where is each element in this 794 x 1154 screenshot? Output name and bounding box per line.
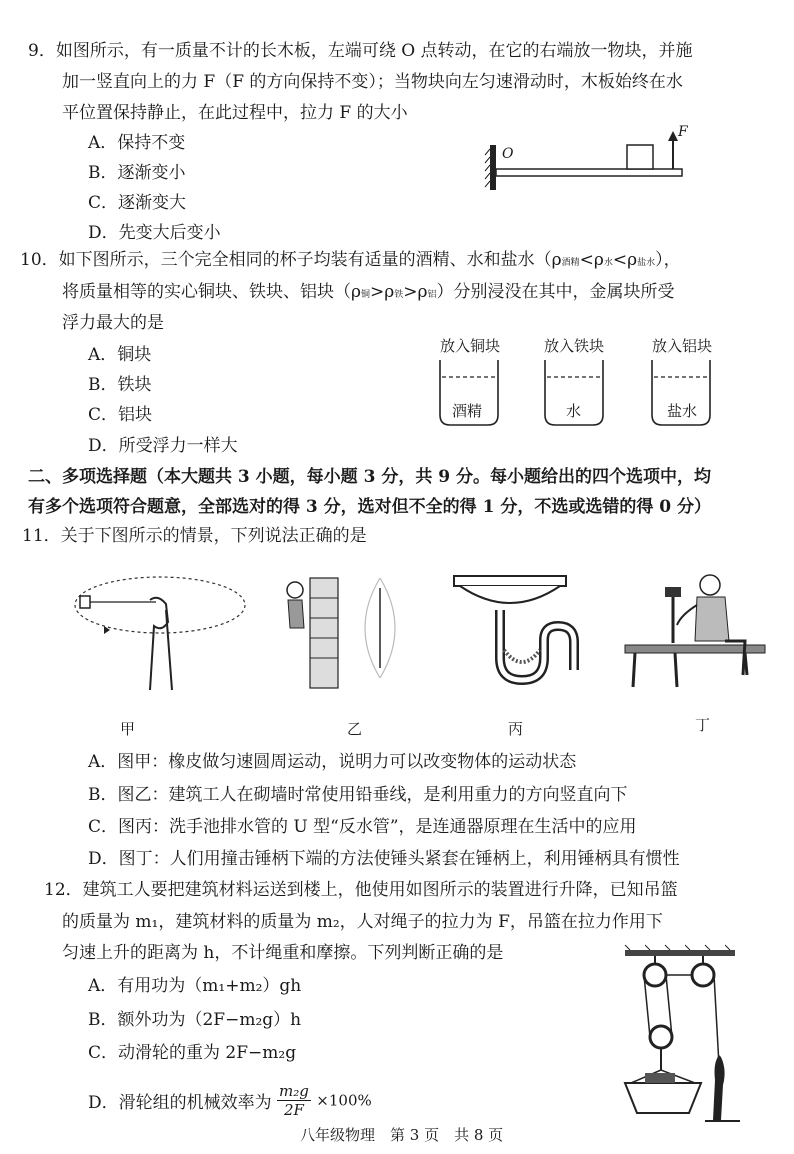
- figure-jia-circular-motion: [70, 570, 250, 690]
- q10-option-b: B．铁块: [88, 375, 152, 395]
- q10-option-c: C．铝块: [88, 405, 153, 425]
- figure-label-bing: 丙: [508, 720, 524, 738]
- q12-option-c: C．动滑轮的重为 2F−m₂g: [88, 1043, 297, 1063]
- q9-stem-line-1: 9．如图所示，有一质量不计的长木板，左端可绕 O 点转动，在它的右端放一物块，并施: [28, 41, 693, 61]
- efficiency-numerator: m₂g: [279, 1082, 309, 1100]
- lever-force-label: F: [678, 124, 688, 140]
- figure-label-jia: 甲: [120, 720, 136, 738]
- q9-option-a: A．保持不变: [88, 133, 186, 153]
- q10-option-d: D．所受浮力一样大: [88, 436, 238, 456]
- cup-1-liquid: 酒精: [452, 402, 483, 420]
- q9-option-d: D．先变大后变小: [88, 223, 221, 243]
- figure-label-ding: 丁: [695, 716, 711, 734]
- q11-option-a: A．图甲：橡皮做匀速圆周运动，说明力可以改变物体的运动状态: [88, 752, 577, 772]
- cup-2-liquid: 水: [566, 402, 582, 420]
- lever-pivot-label: O: [502, 146, 514, 162]
- q10-option-a: A．铜块: [88, 345, 152, 365]
- pulley-figure: [615, 945, 745, 1125]
- q11-option-b: B．图乙：建筑工人在砌墙时常使用铅垂线，是利用重力的方向竖直向下: [88, 785, 628, 805]
- q9-stem-line-3: 平位置保持静止，在此过程中，拉力 F 的大小: [62, 103, 408, 123]
- figure-ding-hammer: [625, 565, 765, 690]
- cup-3-liquid: 盐水: [667, 402, 698, 420]
- q10-stem-line-3: 浮力最大的是: [62, 313, 164, 333]
- q12-option-a: A．有用功为（m₁+m₂）gh: [88, 976, 302, 996]
- cup-1-title: 放入铜块: [440, 337, 501, 355]
- cups-figure: [430, 355, 730, 435]
- q9-option-c: C．逐渐变大: [88, 193, 187, 213]
- q12-stem-line-1: 12．建筑工人要把建筑材料运送到楼上，他使用如图所示的装置进行升降，已知吊篮: [44, 880, 678, 900]
- q9-option-b: B．逐渐变小: [88, 163, 186, 183]
- q10-stem-line-2: 将质量相等的实心铜块、铁块、铝块（ρ铜>ρ铁>ρ铝）分别浸没在其中，金属块所受: [62, 282, 675, 302]
- q12-option-d: D．滑轮组的机械效率为 $\frac{\text{m₂g}}{2F}$ ×100%: [88, 1082, 372, 1119]
- cup-3-title: 放入铝块: [652, 337, 713, 355]
- q11-stem: 11．关于下图所示的情景，下列说法正确的是: [22, 526, 367, 546]
- section-2-heading-line-2: 有多个选项符合题意，全部选对的得 3 分，选对但不全的得 1 分，不选或选错的得 0 分）: [28, 497, 711, 517]
- q11-option-d: D．图丁：人们用撞击锤柄下端的方法使锤头紧套在锤柄上，利用锤柄具有惯性: [88, 849, 680, 869]
- q9-stem-line-2: 加一竖直向上的力 F（F 的方向保持不变）；当物块向左匀速滑动时，木板始终在水: [62, 72, 683, 92]
- figure-bing-u-trap: [450, 570, 590, 690]
- q11-option-c: C．图丙：洗手池排水管的 U 型“反水管”，是连通器原理在生活中的应用: [88, 817, 637, 837]
- lever-figure: [485, 125, 705, 190]
- figure-label-yi: 乙: [347, 720, 363, 738]
- q10-stem-line-1: 10．如下图所示，三个完全相同的杯子均装有适量的酒精、水和盐水（ρ酒精<ρ水<ρ盐水），: [20, 250, 681, 270]
- q12-stem-line-2: 的质量为 m₁，建筑材料的质量为 m₂，人对绳子的拉力为 F，吊篮在拉力作用下: [62, 912, 663, 932]
- page-footer: 八年级物理 第 3 页 共 8 页: [300, 1126, 504, 1144]
- efficiency-denominator: 2F: [283, 1101, 304, 1119]
- q12-option-b: B．额外功为（2F−m₂g）h: [88, 1010, 302, 1030]
- section-2-heading-line-1: 二、多项选择题（本大题共 3 小题，每小题 3 分，共 9 分。每小题给出的四个选项中，均: [28, 467, 711, 487]
- figure-yi-plumb-line: [270, 568, 410, 693]
- q12-stem-line-3: 匀速上升的距离为 h，不计绳重和摩擦。下列判断正确的是: [62, 943, 504, 963]
- cup-2-title: 放入铁块: [544, 337, 605, 355]
